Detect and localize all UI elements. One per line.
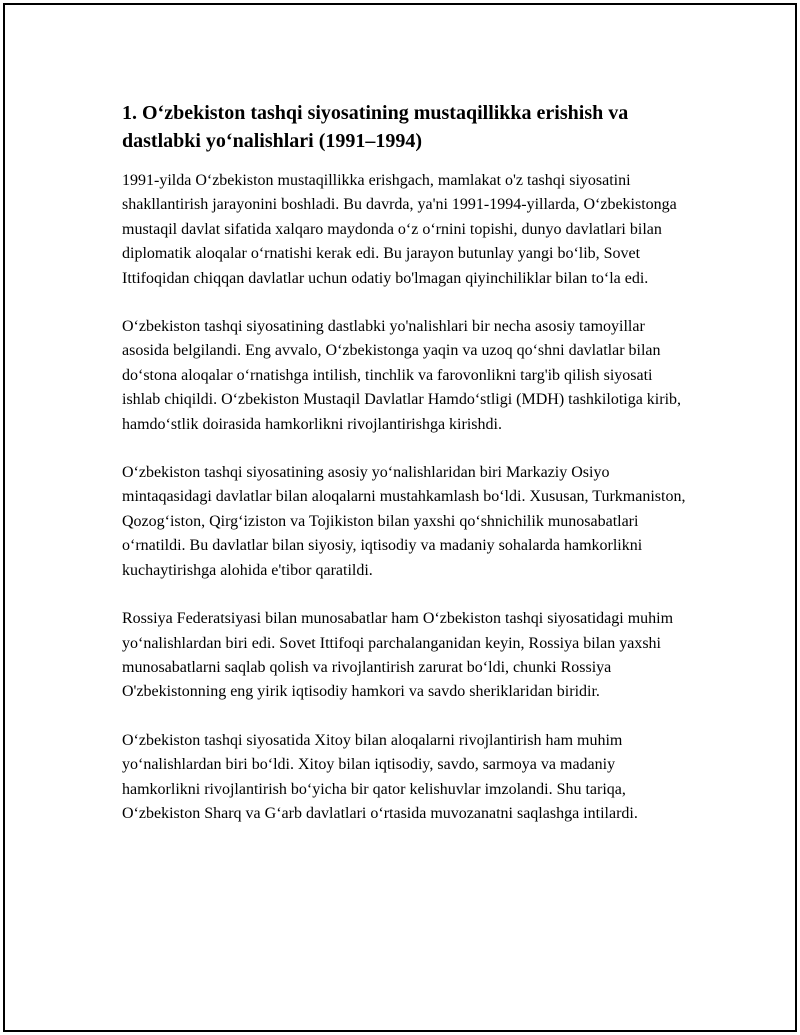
paragraph-3: O‘zbekiston tashqi siyosatining asosiy yo‘nalishlaridan biri Markaziy Osiyo mintaqasidagi davlatlar bilan aloqalarni mustahkamlash bo‘ldi. Xususan, Turkmaniston, Qozog‘iston, Qirg‘iziston va Tojikiston bilan yaxshi qo‘shnichilik munosabatlari o‘rnatildi. Bu davlatlar bilan siyosiy, iqtisodiy va madaniy sohalarda hamkorlikni kuchaytirishga alohida e'tibor qaratildi. (122, 464, 686, 579)
paragraph-5: O‘zbekiston tashqi siyosatida Xitoy bilan aloqalarni rivojlantirish ham muhim yo‘nalishlardan biri bo‘ldi. Xitoy bilan iqtisodiy, savdo, sarmoya va madaniy hamkorlikni rivojlantirish bo‘yicha bir qator kelishuvlar imzolandi. Shu tariqa, O‘zbekiston Sharq va G‘arb davlatlari o‘rtasida muvozanatni saqlashga intilardi. (122, 731, 638, 822)
paragraph-1: 1991-yilda O‘zbekiston mustaqillikka erishgach, mamlakat o'z tashqi siyosatini shakllantirish jarayonini boshladi. Bu davrda, ya'ni 1991-1994-yillarda, O‘zbekistonga mustaqil davlat sifatida xalqaro maydonda o‘z o‘rnini topishi, dunyo davlatlari bilan diplomatik aloqalar o‘rnatishi kerak edi. Bu jarayon butunlay yangi bo‘lib, Sovet Ittifoqidan chiqqan davlatlar uchun odatiy bo'lmagan qiyinchiliklar bilan to‘la edi. (122, 172, 677, 287)
page-frame (3, 3, 797, 1032)
document-body (122, 99, 687, 850)
section-title: 1. O‘zbekiston tashqi siyosatining mustaqillikka erishish va dastlabki yo‘nalishlari (1991–1994) (122, 102, 629, 152)
paragraph-4: Rossiya Federatsiyasi bilan munosabatlar ham O‘zbekiston tashqi siyosatidagi muhim yo‘nalishlardan biri edi. Sovet Ittifoqi parchalanganidan keyin, Rossiya bilan yaxshi munosabatlarni saqlab qolish va rivojlantirish zarurat bo‘ldi, chunki Rossiya O'zbekistonning eng yirik iqtisodiy hamkori va savdo sheriklaridan biridir. (122, 610, 674, 701)
paragraph-2: O‘zbekiston tashqi siyosatining dastlabki yo'nalishlari bir necha asosiy tamoyillar asosida belgilandi. Eng avvalo, O‘zbekistonga yaqin va uzoq qo‘shni davlatlar bilan do‘stona aloqalar o‘rnatishga intilish, tinchlik va farovonlikni targ'ib qilish siyosati ishlab chiqildi. O‘zbekiston Mustaqil Davlatlar Hamdo‘stligi (MDH) tashkilotiga kirib, hamdo‘stlik doirasida hamkorlikni rivojlantirishga kirishdi. (122, 318, 682, 433)
